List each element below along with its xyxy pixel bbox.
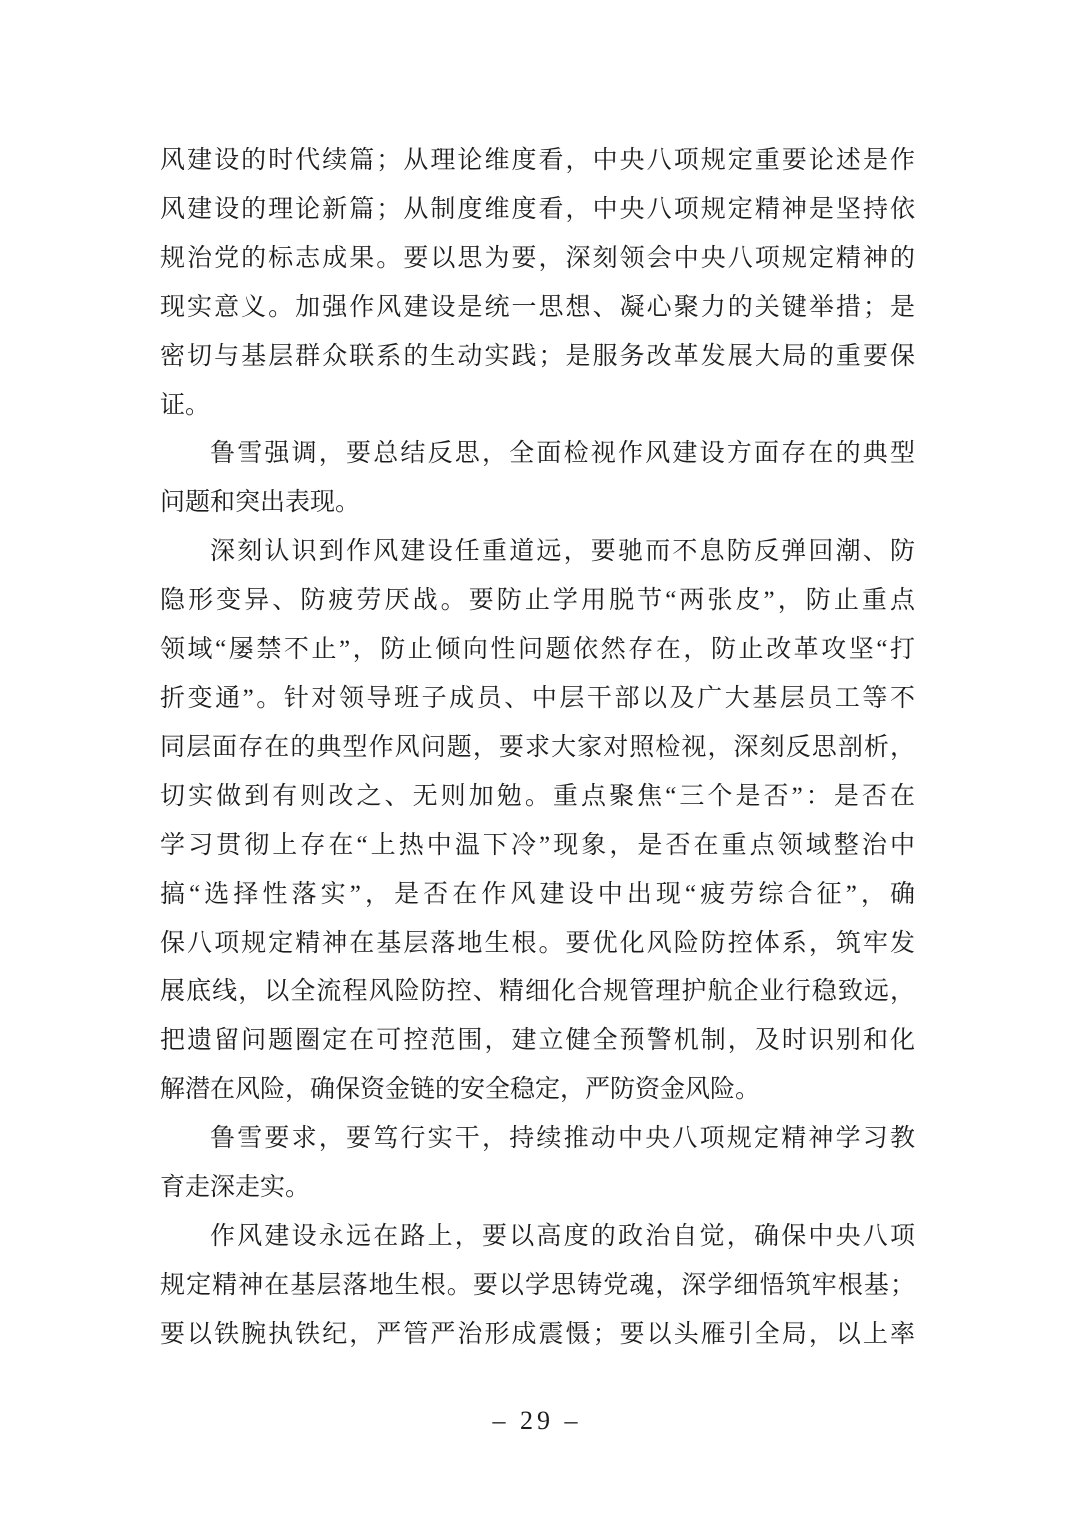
text-line: 规治党的标志成果。要以思为要，深刻领会中央八项规定精神的 <box>160 244 915 272</box>
text-line: 规定精神在基层落地生根。要以学思铸党魂，深学细悟筑牢根基； <box>160 1271 915 1299</box>
text-line: 把遗留问题圈定在可控范围，建立健全预警机制，及时识别和化 <box>160 1027 915 1055</box>
text-line: 领域“屡禁不止”，防止倾向性问题依然存在，防止改革攻坚“打 <box>160 636 915 664</box>
text-line: 深刻认识到作风建设任重道远，要驰而不息防反弹回潮、防 <box>210 538 915 566</box>
text-line: 隐形变异、防疲劳厌战。要防止学用脱节“两张皮”，防止重点 <box>160 587 915 615</box>
text-line: 密切与基层群众联系的生动实践；是服务改革发展大局的重要保 <box>160 342 915 370</box>
text-line: 风建设的时代续篇；从理论维度看，中央八项规定重要论述是作 <box>160 147 915 174</box>
text-line: 保八项规定精神在基层落地生根。要优化风险防控体系，筑牢发 <box>160 929 915 957</box>
text-line: 折变通”。针对领导班子成员、中层干部以及广大基层员工等不 <box>160 684 915 712</box>
page-number: – 29 – <box>492 1406 582 1435</box>
text-line: 作风建设永远在路上，要以高度的政治自觉，确保中央八项 <box>210 1222 915 1250</box>
document-body <box>160 137 915 1360</box>
text-line: 育走深走实。 <box>160 1174 311 1202</box>
text-line: 切实做到有则改之、无则加勉。重点聚焦“三个是否”：是否在 <box>160 782 915 810</box>
text-line: 风建设的理论新篇；从制度维度看，中央八项规定精神是坚持依 <box>160 195 915 223</box>
text-line: 解潜在风险，确保资金链的安全稳定，严防资金风险。 <box>160 1076 761 1104</box>
text-line: 同层面存在的典型作风问题，要求大家对照检视，深刻反思剖析， <box>160 733 915 761</box>
text-line: 学习贯彻上存在“上热中温下冷”现象，是否在重点领域整治中 <box>160 831 915 859</box>
text-line: 证。 <box>160 391 211 419</box>
text-line: 现实意义。加强作风建设是统一思想、凝心聚力的关键举措；是 <box>160 293 915 321</box>
text-line: 鲁雪强调，要总结反思，全面检视作风建设方面存在的典型 <box>210 440 915 468</box>
text-line: 展底线，以全流程风险防控、精细化合规管理护航企业行稳致远， <box>160 978 915 1006</box>
text-line: 要以铁腕执铁纪，严管严治形成震慑；要以头雁引全局，以上率 <box>160 1320 915 1348</box>
text-line: 搞“选择性落实”，是否在作风建设中出现“疲劳综合征”，确 <box>160 880 915 908</box>
text-line: 鲁雪要求，要笃行实干，持续推动中央八项规定精神学习教 <box>210 1125 915 1153</box>
text-line: 问题和突出表现。 <box>160 489 361 517</box>
